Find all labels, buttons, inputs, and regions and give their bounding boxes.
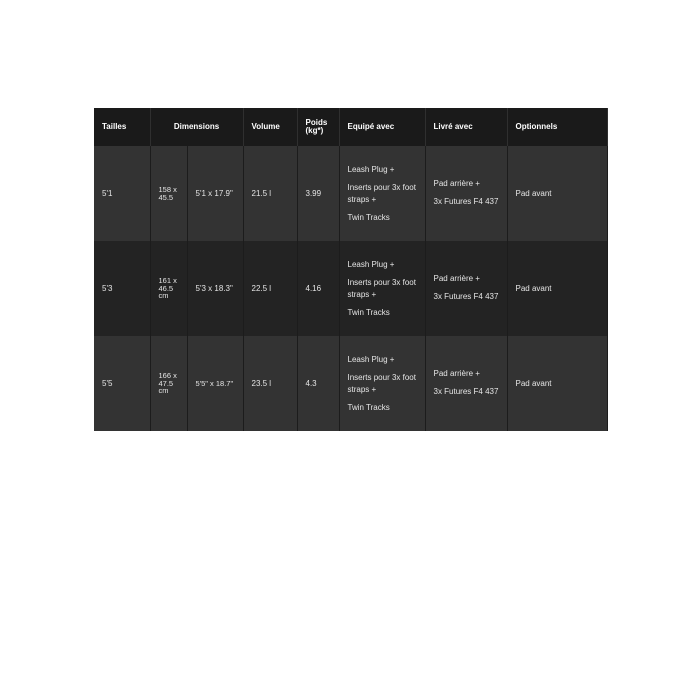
cell-taille: 5'1 xyxy=(94,146,150,241)
cell-livre xyxy=(425,336,507,431)
livre-line: 3x Futures F4 437 xyxy=(433,292,499,302)
cell-equipe xyxy=(339,336,425,431)
cell-optionnels: Pad avant xyxy=(507,146,607,241)
equipe-line: Leash Plug + xyxy=(347,164,395,174)
equipe-line: Inserts pour 3x foot straps + xyxy=(347,277,416,299)
specs-table xyxy=(94,108,608,431)
header-tailles: Tailles xyxy=(94,108,150,146)
table-row xyxy=(94,336,607,431)
cell-volume: 23.5 l xyxy=(243,336,297,431)
cell-optionnels: Pad avant xyxy=(507,241,607,336)
header-equipe: Equipé avec xyxy=(339,108,425,146)
equipe-line: Leash Plug + xyxy=(347,354,395,364)
cell-equipe xyxy=(339,241,425,336)
cell-dim-imperial: 5'3 x 18.3" xyxy=(187,241,243,336)
cell-volume: 22.5 l xyxy=(243,241,297,336)
livre-line: Pad arrière + xyxy=(433,179,480,189)
cell-taille: 5'5 xyxy=(94,336,150,431)
header-dimensions: Dimensions xyxy=(150,108,243,146)
header-optionnels: Optionnels xyxy=(507,108,607,146)
livre-line: 3x Futures F4 437 xyxy=(433,197,499,207)
livre-line: 3x Futures F4 437 xyxy=(433,387,499,397)
header-volume: Volume xyxy=(243,108,297,146)
header-livre: Livré avec xyxy=(425,108,507,146)
equipe-line: Twin Tracks xyxy=(347,403,390,413)
header-row xyxy=(94,108,607,146)
cell-volume: 21.5 l xyxy=(243,146,297,241)
equipe-line: Inserts pour 3x foot straps + xyxy=(347,182,416,204)
table-row xyxy=(94,146,607,241)
equipe-line: Twin Tracks xyxy=(347,308,390,318)
cell-livre xyxy=(425,146,507,241)
equipe-line: Twin Tracks xyxy=(347,213,390,223)
cell-dim-metric: 166 x 47.5 cm xyxy=(150,336,187,431)
cell-poids: 3.99 xyxy=(297,146,339,241)
cell-equipe xyxy=(339,146,425,241)
equipe-line: Leash Plug + xyxy=(347,259,395,269)
header-poids-label: Poids xyxy=(305,118,328,128)
livre-line: Pad arrière + xyxy=(433,274,480,284)
cell-livre xyxy=(425,241,507,336)
cell-optionnels: Pad avant xyxy=(507,336,607,431)
livre-line: Pad arrière + xyxy=(433,369,480,379)
cell-poids: 4.16 xyxy=(297,241,339,336)
cell-poids: 4.3 xyxy=(297,336,339,431)
header-poids-unit: (kg*) xyxy=(305,126,324,135)
cell-dim-imperial: 5'5" x 18.7" xyxy=(187,336,243,431)
header-poids xyxy=(297,108,339,146)
table-row xyxy=(94,241,607,336)
cell-dim-imperial: 5'1 x 17.9" xyxy=(187,146,243,241)
cell-dim-metric: 161 x 46.5 cm xyxy=(150,241,187,336)
equipe-line: Inserts pour 3x foot straps + xyxy=(347,372,416,394)
cell-dim-metric: 158 x 45.5 xyxy=(150,146,187,241)
cell-taille: 5'3 xyxy=(94,241,150,336)
